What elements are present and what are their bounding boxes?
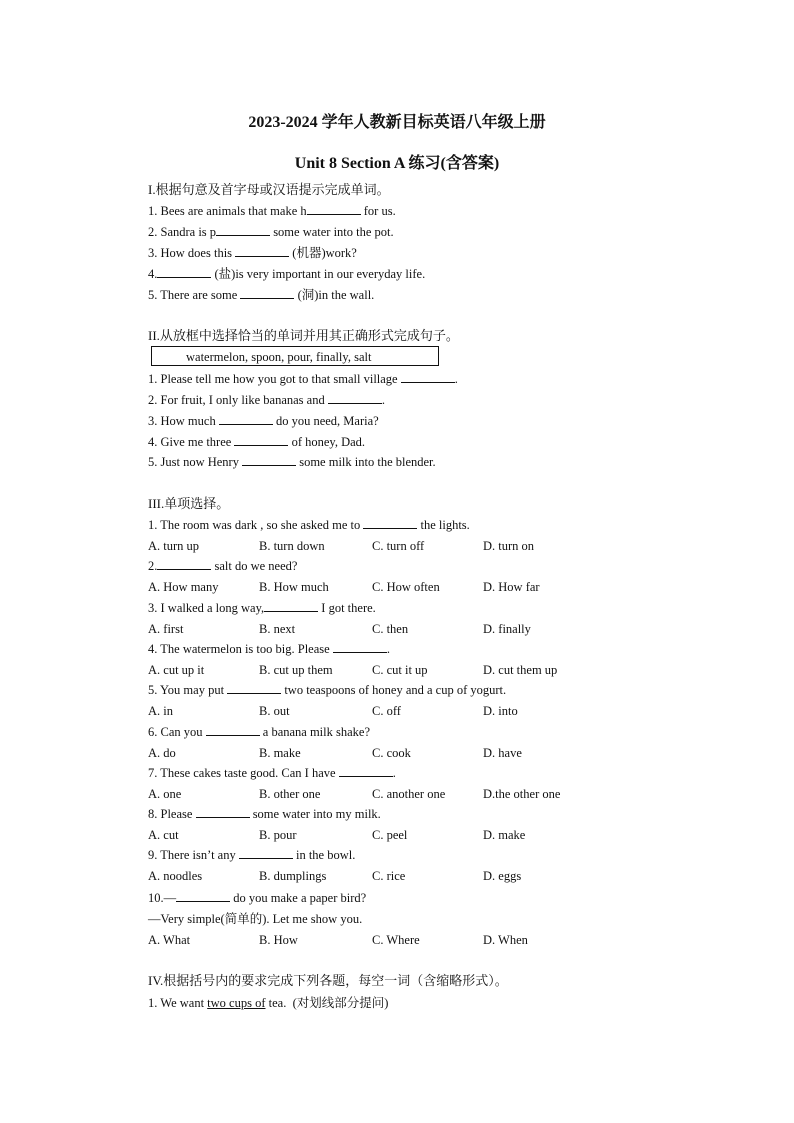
option-d[interactable]: D.the other one bbox=[483, 786, 561, 801]
answer-blank[interactable] bbox=[307, 203, 361, 215]
s3-question-7: 7. These cakes taste good. Can I have . bbox=[148, 765, 396, 780]
s3-question-10-reply: —Very simple(简单的). Let me show you. bbox=[148, 912, 363, 926]
s3-question-4: 4. The watermelon is too big. Please . bbox=[148, 641, 390, 656]
option-c[interactable]: C. then bbox=[372, 621, 409, 636]
s3-question-6: 6. Can you a banana milk shake? bbox=[148, 724, 371, 739]
s3-question-1: 1. The room was dark , so she asked me to the lights. bbox=[148, 518, 470, 532]
section-4-heading: IV.根据括号内的要求完成下列各题，每空一词（含缩略形式）。 bbox=[148, 973, 508, 988]
answer-blank[interactable] bbox=[339, 765, 393, 777]
option-c[interactable]: C. turn off bbox=[372, 539, 425, 553]
document-title: 2023-2024 学年人教新目标英语八年级上册 bbox=[248, 114, 546, 131]
answer-blank[interactable] bbox=[328, 392, 382, 404]
option-a[interactable]: A. What bbox=[148, 933, 191, 947]
answer-blank[interactable] bbox=[242, 454, 296, 466]
option-a[interactable]: A. noodles bbox=[148, 869, 203, 884]
option-b[interactable]: B. other one bbox=[259, 786, 321, 801]
option-d[interactable]: D. turn on bbox=[483, 539, 535, 553]
answer-blank[interactable] bbox=[401, 371, 455, 383]
option-d[interactable]: D. cut them up bbox=[483, 662, 558, 677]
option-b[interactable]: B. make bbox=[259, 745, 301, 760]
option-b[interactable]: B. turn down bbox=[259, 539, 325, 553]
s2-question-3: 3. How much do you need, Maria? bbox=[148, 414, 379, 428]
word-box: watermelon, spoon, pour, finally, salt bbox=[151, 346, 439, 366]
underlined-phrase: two cups of bbox=[207, 996, 266, 1010]
option-d[interactable]: D. When bbox=[483, 933, 528, 947]
answer-blank[interactable] bbox=[235, 245, 289, 257]
option-a[interactable]: A. in bbox=[148, 704, 173, 719]
s3-question-3: 3. I walked a long way, I got there. bbox=[148, 600, 376, 615]
s1-question-1: 1. Bees are animals that make h for us. bbox=[148, 204, 396, 218]
option-a[interactable]: A. cut up it bbox=[148, 662, 205, 677]
s1-question-5: 5. There are some (洞)in the wall. bbox=[148, 288, 375, 302]
option-a[interactable]: A. turn up bbox=[148, 539, 200, 553]
option-d[interactable]: D. finally bbox=[483, 621, 531, 636]
option-d[interactable]: D. have bbox=[483, 745, 522, 760]
option-c[interactable]: C. off bbox=[372, 704, 401, 719]
s1-question-2: 2. Sandra is p some water into the pot. bbox=[148, 225, 394, 239]
option-d[interactable]: D. How far bbox=[483, 580, 540, 595]
option-c[interactable]: C. How often bbox=[372, 580, 440, 595]
section-2-heading: II.从放框中选择恰当的单词并用其正确形式完成句子。 bbox=[148, 328, 459, 343]
answer-blank[interactable] bbox=[264, 600, 318, 612]
s2-question-4: 4. Give me three of honey, Dad. bbox=[148, 435, 366, 449]
option-b[interactable]: B. How much bbox=[259, 580, 329, 595]
s2-question-2: 2. For fruit, I only like bananas and . bbox=[148, 393, 385, 407]
option-b[interactable]: B. next bbox=[259, 621, 296, 636]
option-a[interactable]: A. cut bbox=[148, 828, 179, 843]
option-b[interactable]: B. How bbox=[259, 933, 298, 947]
section-3-heading: III.单项选择。 bbox=[148, 496, 230, 511]
answer-blank[interactable] bbox=[234, 434, 288, 446]
option-c[interactable]: C. cook bbox=[372, 745, 411, 760]
answer-blank[interactable] bbox=[196, 806, 250, 818]
option-c[interactable]: C. peel bbox=[372, 828, 408, 843]
answer-blank[interactable] bbox=[157, 558, 211, 570]
s2-question-5: 5. Just now Henry some milk into the blender. bbox=[148, 455, 436, 469]
answer-blank[interactable] bbox=[216, 224, 270, 236]
s1-question-4: 4. (盐)is very important in our everyday life. bbox=[148, 267, 426, 281]
option-c[interactable]: C. rice bbox=[372, 869, 406, 884]
answer-blank[interactable] bbox=[176, 890, 230, 902]
option-d[interactable]: D. into bbox=[483, 704, 518, 719]
answer-blank[interactable] bbox=[240, 287, 294, 299]
answer-blank[interactable] bbox=[333, 641, 387, 653]
answer-blank[interactable] bbox=[219, 413, 273, 425]
option-b[interactable]: B. out bbox=[259, 704, 290, 719]
s4-question-1: 1. We want two cups of tea. (对划线部分提问) bbox=[148, 996, 389, 1010]
option-b[interactable]: B. dumplings bbox=[259, 869, 327, 884]
s3-question-9: 9. There isn’t any in the bowl. bbox=[148, 848, 356, 863]
option-a[interactable]: A. one bbox=[148, 786, 182, 801]
option-b[interactable]: B. cut up them bbox=[259, 662, 333, 677]
answer-blank[interactable] bbox=[227, 682, 281, 694]
option-c[interactable]: C. cut it up bbox=[372, 662, 428, 677]
answer-blank[interactable] bbox=[157, 266, 211, 278]
answer-blank[interactable] bbox=[363, 517, 417, 529]
s3-question-10: 10.— do you make a paper bird? bbox=[148, 891, 367, 905]
answer-blank[interactable] bbox=[239, 847, 293, 859]
option-c[interactable]: C. Where bbox=[372, 933, 420, 947]
s3-question-2: 2. salt do we need? bbox=[148, 559, 298, 574]
option-d[interactable]: D. make bbox=[483, 828, 526, 843]
s2-question-1: 1. Please tell me how you got to that small village . bbox=[148, 372, 458, 386]
option-b[interactable]: B. pour bbox=[259, 828, 297, 843]
option-a[interactable]: A. do bbox=[148, 745, 176, 760]
s3-question-5: 5. You may put two teaspoons of honey and a cup of yogurt. bbox=[148, 683, 507, 698]
option-c[interactable]: C. another one bbox=[372, 786, 446, 801]
section-1-heading: I.根据句意及首字母或汉语提示完成单词。 bbox=[148, 182, 390, 197]
s1-question-3: 3. How does this (机器)work? bbox=[148, 246, 357, 260]
option-a[interactable]: A. first bbox=[148, 621, 184, 636]
s3-question-8: 8. Please some water into my milk. bbox=[148, 807, 381, 822]
option-d[interactable]: D. eggs bbox=[483, 869, 522, 884]
option-a[interactable]: A. How many bbox=[148, 580, 219, 595]
answer-blank[interactable] bbox=[206, 724, 260, 736]
document-subtitle: Unit 8 Section A 练习(含答案) bbox=[294, 155, 500, 172]
